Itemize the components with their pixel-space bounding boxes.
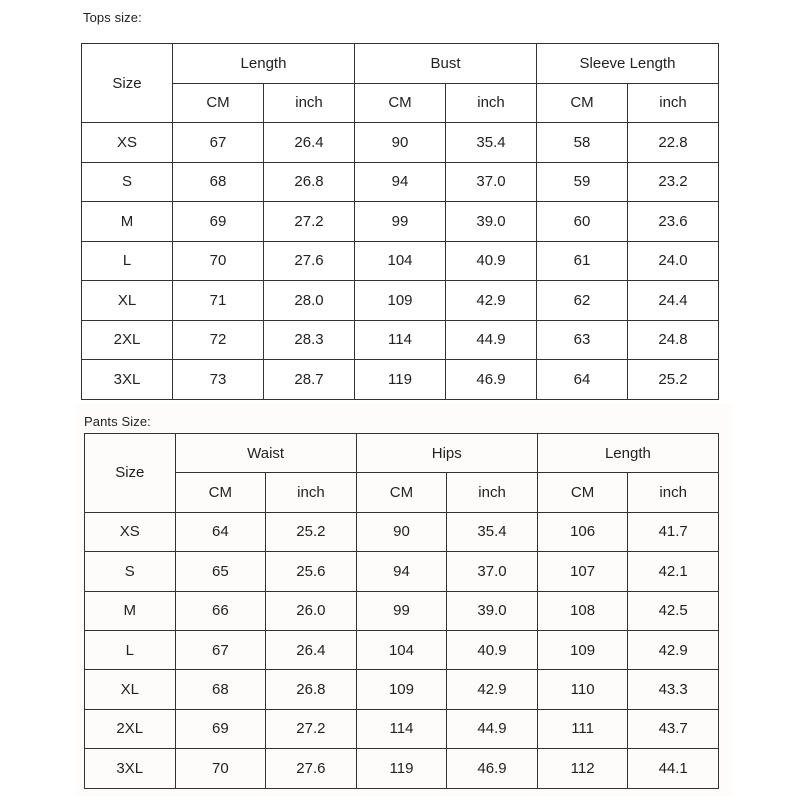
measurement-cell: 23.2 xyxy=(628,162,719,202)
measurement-cell: 59 xyxy=(537,162,628,202)
size-label-cell: 3XL xyxy=(82,360,173,400)
measurement-cell: 27.2 xyxy=(264,202,355,242)
unit-header: inch xyxy=(266,473,357,512)
table-row xyxy=(82,123,719,163)
measurement-cell: 24.8 xyxy=(628,320,719,360)
table-row xyxy=(82,202,719,242)
unit-header-row xyxy=(82,83,719,123)
measurement-cell: 69 xyxy=(175,709,266,748)
header-row xyxy=(85,434,719,473)
measurement-cell: 111 xyxy=(537,709,628,748)
measurement-cell: 25.6 xyxy=(266,552,357,591)
measurement-cell: 37.0 xyxy=(447,552,538,591)
measurement-cell: 94 xyxy=(355,162,446,202)
table-row xyxy=(82,360,719,400)
measurement-cell: 66 xyxy=(175,591,266,630)
measurement-cell: 42.9 xyxy=(447,670,538,709)
measurement-cell: 28.0 xyxy=(264,281,355,321)
size-label-cell: XS xyxy=(82,123,173,163)
table-row xyxy=(85,512,719,551)
measurement-cell: 27.6 xyxy=(264,241,355,281)
unit-header: CM xyxy=(356,473,447,512)
measurement-cell: 42.9 xyxy=(628,630,719,669)
measurement-cell: 42.5 xyxy=(628,591,719,630)
measurement-cell: 68 xyxy=(173,162,264,202)
measurement-cell: 64 xyxy=(537,360,628,400)
pants-section-title: Pants Size: xyxy=(84,414,151,429)
measurement-cell: 61 xyxy=(537,241,628,281)
tops-size-table xyxy=(81,43,719,400)
measurement-cell: 24.0 xyxy=(628,241,719,281)
size-header: Size xyxy=(85,434,176,513)
measurement-cell: 22.8 xyxy=(628,123,719,163)
measurement-cell: 40.9 xyxy=(446,241,537,281)
measurement-cell: 109 xyxy=(356,670,447,709)
measurement-cell: 71 xyxy=(173,281,264,321)
measurement-cell: 112 xyxy=(537,749,628,788)
measurement-cell: 24.4 xyxy=(628,281,719,321)
measurement-cell: 44.9 xyxy=(447,709,538,748)
size-header: Size xyxy=(82,44,173,123)
measurement-cell: 35.4 xyxy=(446,123,537,163)
measurement-cell: 35.4 xyxy=(447,512,538,551)
measurement-cell: 46.9 xyxy=(447,749,538,788)
unit-header: inch xyxy=(628,83,719,123)
header-row xyxy=(82,44,719,84)
table-row xyxy=(85,630,719,669)
unit-header: CM xyxy=(173,83,264,123)
measurement-cell: 72 xyxy=(173,320,264,360)
measurement-cell: 94 xyxy=(356,552,447,591)
measurement-cell: 26.0 xyxy=(266,591,357,630)
measurement-cell: 25.2 xyxy=(628,360,719,400)
measurement-group-header: Hips xyxy=(356,434,537,473)
table-row xyxy=(82,281,719,321)
unit-header: inch xyxy=(447,473,538,512)
measurement-cell: 26.8 xyxy=(266,670,357,709)
measurement-cell: 119 xyxy=(356,749,447,788)
measurement-cell: 60 xyxy=(537,202,628,242)
measurement-cell: 63 xyxy=(537,320,628,360)
size-label-cell: 2XL xyxy=(82,320,173,360)
measurement-cell: 44.9 xyxy=(446,320,537,360)
size-label-cell: L xyxy=(85,630,176,669)
measurement-cell: 39.0 xyxy=(446,202,537,242)
table-row xyxy=(82,162,719,202)
measurement-cell: 44.1 xyxy=(628,749,719,788)
unit-header: CM xyxy=(355,83,446,123)
table-row xyxy=(85,749,719,788)
unit-header: inch xyxy=(264,83,355,123)
measurement-cell: 26.4 xyxy=(264,123,355,163)
size-label-cell: XL xyxy=(82,281,173,321)
measurement-cell: 28.7 xyxy=(264,360,355,400)
measurement-cell: 23.6 xyxy=(628,202,719,242)
tops-section-title: Tops size: xyxy=(83,10,142,25)
measurement-cell: 58 xyxy=(537,123,628,163)
size-label-cell: S xyxy=(85,552,176,591)
unit-header: inch xyxy=(446,83,537,123)
pants-size-table xyxy=(84,433,719,789)
measurement-cell: 43.7 xyxy=(628,709,719,748)
measurement-group-header: Length xyxy=(173,44,355,84)
measurement-cell: 70 xyxy=(175,749,266,788)
size-label-cell: M xyxy=(85,591,176,630)
measurement-cell: 109 xyxy=(537,630,628,669)
measurement-cell: 43.3 xyxy=(628,670,719,709)
measurement-group-header: Waist xyxy=(175,434,356,473)
measurement-cell: 109 xyxy=(355,281,446,321)
measurement-group-header: Bust xyxy=(355,44,537,84)
table-row xyxy=(82,320,719,360)
measurement-cell: 114 xyxy=(356,709,447,748)
measurement-cell: 26.8 xyxy=(264,162,355,202)
measurement-cell: 90 xyxy=(356,512,447,551)
measurement-cell: 67 xyxy=(175,630,266,669)
measurement-cell: 104 xyxy=(355,241,446,281)
measurement-cell: 37.0 xyxy=(446,162,537,202)
measurement-cell: 46.9 xyxy=(446,360,537,400)
size-label-cell: 2XL xyxy=(85,709,176,748)
measurement-cell: 114 xyxy=(355,320,446,360)
table-row xyxy=(85,591,719,630)
measurement-cell: 64 xyxy=(175,512,266,551)
measurement-cell: 99 xyxy=(355,202,446,242)
measurement-cell: 108 xyxy=(537,591,628,630)
size-label-cell: S xyxy=(82,162,173,202)
measurement-cell: 70 xyxy=(173,241,264,281)
size-label-cell: XS xyxy=(85,512,176,551)
measurement-cell: 106 xyxy=(537,512,628,551)
measurement-cell: 41.7 xyxy=(628,512,719,551)
table-row xyxy=(85,709,719,748)
measurement-cell: 68 xyxy=(175,670,266,709)
unit-header: CM xyxy=(175,473,266,512)
measurement-cell: 110 xyxy=(537,670,628,709)
measurement-cell: 119 xyxy=(355,360,446,400)
measurement-group-header: Sleeve Length xyxy=(537,44,719,84)
unit-header: CM xyxy=(537,83,628,123)
measurement-cell: 90 xyxy=(355,123,446,163)
table-row xyxy=(85,670,719,709)
size-label-cell: L xyxy=(82,241,173,281)
table-row xyxy=(85,552,719,591)
table-row xyxy=(82,241,719,281)
unit-header-row xyxy=(85,473,719,512)
measurement-cell: 42.9 xyxy=(446,281,537,321)
measurement-cell: 99 xyxy=(356,591,447,630)
measurement-cell: 39.0 xyxy=(447,591,538,630)
measurement-cell: 27.2 xyxy=(266,709,357,748)
measurement-cell: 26.4 xyxy=(266,630,357,669)
measurement-cell: 25.2 xyxy=(266,512,357,551)
measurement-cell: 107 xyxy=(537,552,628,591)
measurement-cell: 40.9 xyxy=(447,630,538,669)
measurement-cell: 73 xyxy=(173,360,264,400)
measurement-group-header: Length xyxy=(537,434,718,473)
measurement-cell: 42.1 xyxy=(628,552,719,591)
size-label-cell: 3XL xyxy=(85,749,176,788)
unit-header: inch xyxy=(628,473,719,512)
unit-header: CM xyxy=(537,473,628,512)
measurement-cell: 65 xyxy=(175,552,266,591)
size-label-cell: M xyxy=(82,202,173,242)
measurement-cell: 28.3 xyxy=(264,320,355,360)
measurement-cell: 69 xyxy=(173,202,264,242)
measurement-cell: 67 xyxy=(173,123,264,163)
size-label-cell: XL xyxy=(85,670,176,709)
measurement-cell: 62 xyxy=(537,281,628,321)
measurement-cell: 104 xyxy=(356,630,447,669)
measurement-cell: 27.6 xyxy=(266,749,357,788)
